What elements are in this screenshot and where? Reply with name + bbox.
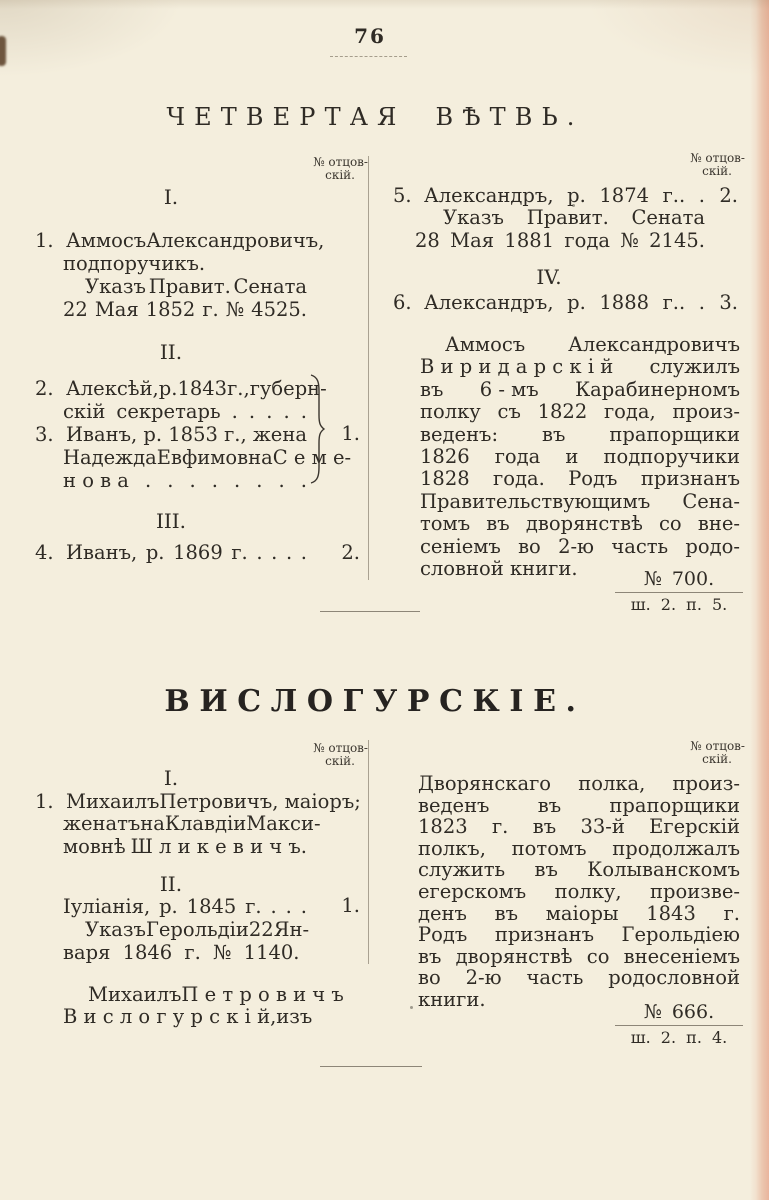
father-no-header-line2: скій. xyxy=(325,168,355,182)
text-line: въ дворянствѣ со внесеніемъ xyxy=(418,944,740,968)
entry-line: Указъ Герольдіи 22 Ян- xyxy=(85,918,310,941)
text-line: В и р и д а р с к і й служилъ xyxy=(420,355,740,379)
text-line: въ 6 - мъ Карабинерномъ xyxy=(420,377,740,401)
text-line: Родъ признанъ Герольдіею xyxy=(418,923,740,947)
text-line: Аммосъ Александровичъ xyxy=(445,333,740,356)
entry-1 xyxy=(35,229,325,321)
father-no-value: 1. xyxy=(341,894,360,917)
family-note-paragraph xyxy=(63,983,344,1029)
generation-heading: I. xyxy=(163,766,179,790)
scan-artifact xyxy=(410,1006,413,1009)
entry-line: 3. Иванъ, р. 1853 г., жена xyxy=(35,423,307,446)
record-reference xyxy=(615,569,743,614)
entry-line: подпоручикъ. xyxy=(63,252,206,275)
scan-artifact xyxy=(0,36,6,66)
text-line: егерскомъ полку, произве- xyxy=(418,879,740,903)
page-number-rule xyxy=(330,56,407,57)
generation-heading: III. xyxy=(155,509,187,533)
record-reference xyxy=(615,1002,743,1047)
entry-line: женатъ на Клавдіи Макси- xyxy=(63,812,321,836)
entry-line: мовнѣ Ш л и к е в и ч ъ. xyxy=(63,834,307,858)
entry-line: 1. Аммосъ Александровичъ, xyxy=(35,229,325,252)
father-no-header-left xyxy=(296,742,368,768)
section2-title: ВИСЛОГУРСКІЕ. xyxy=(164,684,586,719)
text-line: 1826 года и подпоручики xyxy=(420,445,740,469)
text-line: служить въ Колыванскомъ xyxy=(418,858,740,882)
text-line: Михаилъ П е т р о в и ч ъ xyxy=(88,983,344,1006)
text-line: В и с л о г у р с к і й, изъ xyxy=(63,1005,313,1029)
father-no-header-line2: скій. xyxy=(702,752,732,766)
text-line: денъ въ маіоры 1843 г. xyxy=(418,901,740,925)
entry-line: Іуліанія, р. 1845 г. . . . xyxy=(63,895,307,918)
father-no-header-line1: № отцов- xyxy=(313,155,368,169)
column-divider xyxy=(368,156,369,580)
entry-line: Указъ Правит. Сената xyxy=(443,206,705,230)
father-no-header-right xyxy=(665,152,745,178)
entry-line: 6. Александръ, р. 1888 г.. . xyxy=(393,291,705,314)
father-no-header-line1: № отцов- xyxy=(313,741,368,755)
entry-line: Надежда Евфимовна С е м е- xyxy=(63,446,352,469)
generation-heading: II. xyxy=(159,340,183,364)
section-divider xyxy=(320,611,420,612)
text-line: словной книги. xyxy=(420,557,578,581)
entry-5 xyxy=(393,184,738,252)
text-line: томъ въ дворянствѣ со вне- xyxy=(420,512,740,536)
text-line: Дворянскаго полка, произ- xyxy=(418,772,740,795)
generation-heading: II. xyxy=(159,872,183,896)
section-divider xyxy=(320,1066,422,1067)
entry-line: 22 Мая 1852 г. № 4525. xyxy=(63,298,307,321)
entry-line: 4. Иванъ, р. 1869 г. . . . . xyxy=(35,541,307,564)
text-line: книги. xyxy=(418,987,486,1011)
record-number: № 700. xyxy=(643,568,715,590)
generation-heading: I. xyxy=(163,185,179,209)
page-number: 76 xyxy=(354,24,386,48)
father-no-value: 2. xyxy=(341,541,360,564)
record-code: ш. 2. п. 4. xyxy=(630,1028,728,1047)
father-no-header-line2: скій. xyxy=(702,164,732,178)
father-no-value: 2. xyxy=(719,184,738,207)
entry-line: н о в а . . . . . . . . xyxy=(63,469,307,492)
entry-line: 1. Михаилъ Петровичъ, маіоръ; xyxy=(35,790,361,813)
father-no-header-line1: № отцов- xyxy=(690,739,745,753)
father-no-value: 1. xyxy=(341,422,360,445)
entry-4 xyxy=(35,541,360,564)
generation-heading: IV. xyxy=(536,265,562,289)
father-no-header-left xyxy=(296,156,368,182)
entry-1 xyxy=(35,790,361,858)
text-line: 1828 года. Родъ признанъ xyxy=(420,467,740,491)
entry-2 xyxy=(35,894,360,964)
entry-line: 2. Алексѣй, р. 1843 г., губерн- xyxy=(35,377,327,400)
text-line: 1823 г. въ 33-й Егерскій xyxy=(418,815,740,839)
record-code: ш. 2. п. 5. xyxy=(630,595,728,614)
entry-6 xyxy=(393,291,738,314)
father-no-header-right xyxy=(665,740,745,766)
text-line: полкъ, потомъ продолжалъ xyxy=(418,836,740,860)
entry-line: 5. Александръ, р. 1874 г.. . xyxy=(393,184,705,207)
record-number: № 666. xyxy=(643,1001,715,1023)
text-line: во 2-ю часть родословной xyxy=(418,966,740,990)
column-divider xyxy=(368,740,369,964)
text-line: веденъ: въ прапорщики xyxy=(420,422,740,446)
section1-title: ЧЕТВЕРТАЯ ВѢТВЬ. xyxy=(166,103,584,131)
entry-line: варя 1846 г. № 1140. xyxy=(63,941,300,964)
family-note-paragraph xyxy=(418,773,740,1011)
family-note-paragraph xyxy=(420,334,740,580)
father-no-header-line1: № отцов- xyxy=(690,151,745,165)
text-line: Правительствующимъ Сена- xyxy=(420,489,740,513)
father-no-header-line2: скій. xyxy=(325,754,355,768)
text-line: сеніемъ во 2-ю часть родо- xyxy=(420,534,740,558)
text-line: полку съ 1822 года, произ- xyxy=(420,400,740,424)
entry-line: Указъ Правит. Сената xyxy=(85,275,307,298)
entry-line: 28 Мая 1881 года № 2145. xyxy=(415,228,705,252)
entry-line: скій секретарь . . . . . xyxy=(63,400,307,423)
father-no-value: 3. xyxy=(719,291,738,314)
entry-2-3-group xyxy=(35,377,360,492)
text-line: веденъ въ прапорщики xyxy=(418,793,740,817)
